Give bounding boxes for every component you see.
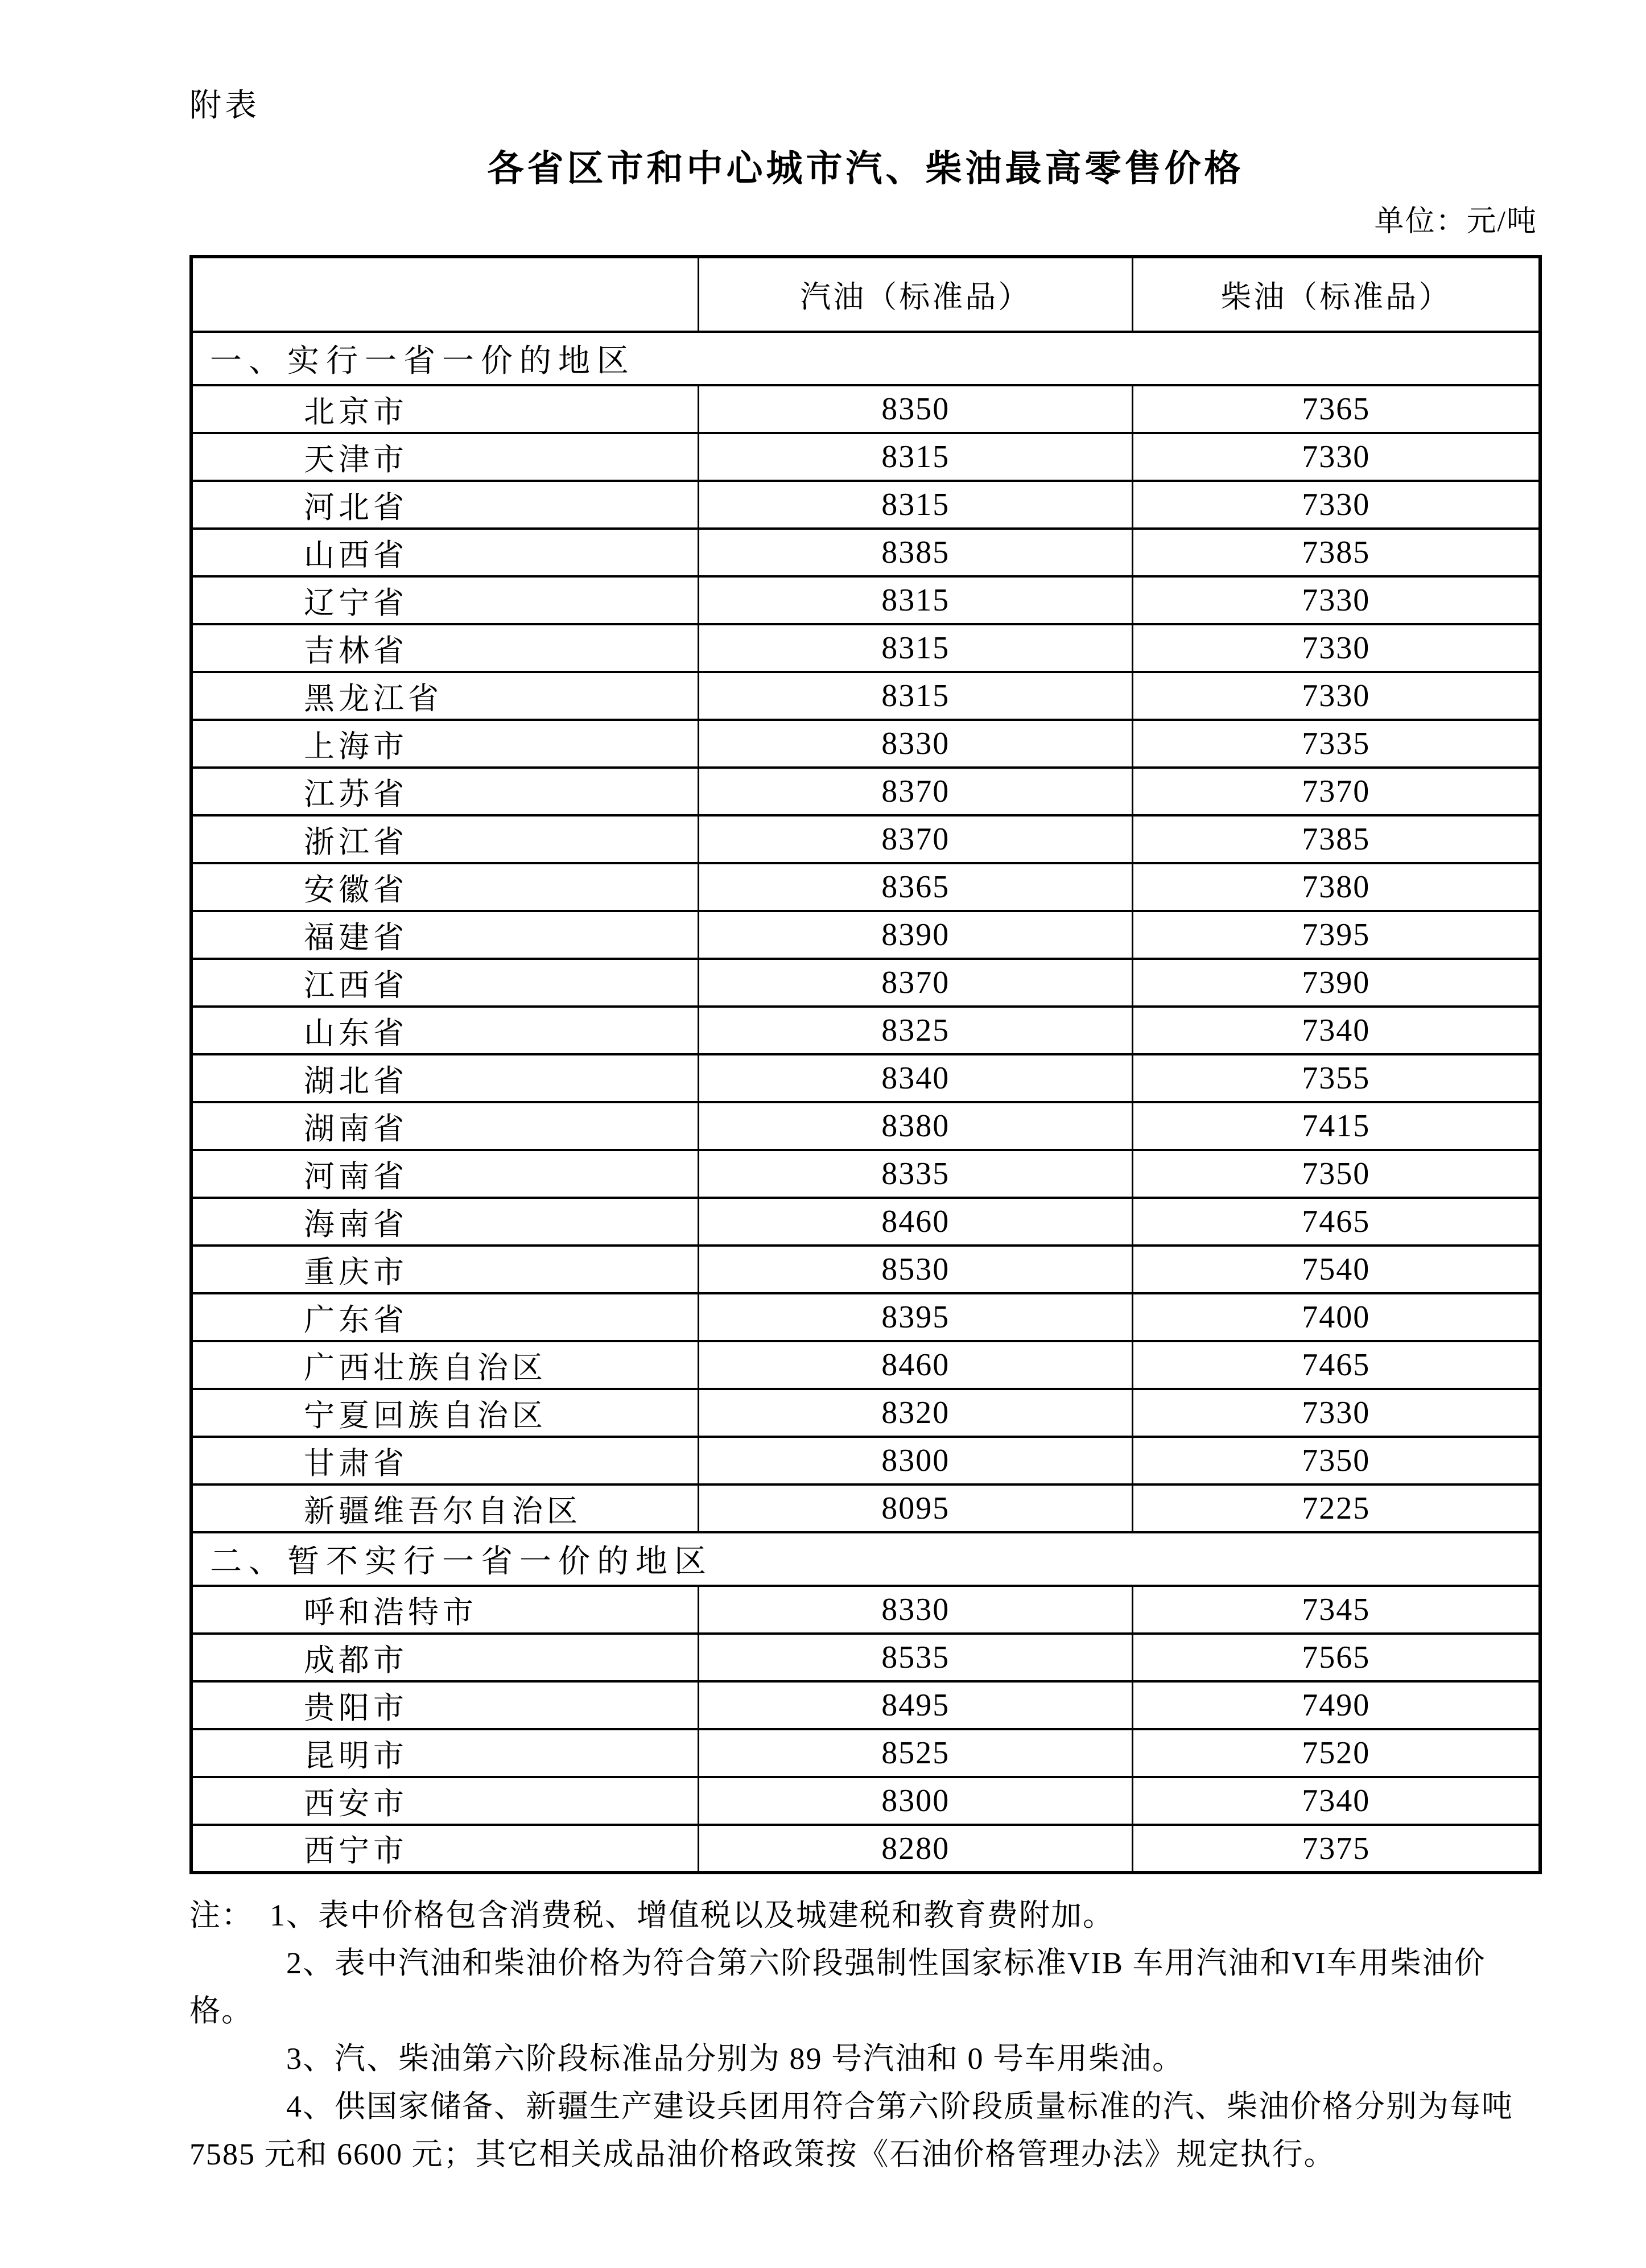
document-content <box>189 142 1542 2178</box>
diesel-price-cell: 7340 <box>1133 1007 1540 1054</box>
table-row <box>191 385 1540 433</box>
column-header-diesel: 柴油（标准品） <box>1133 257 1540 332</box>
note-line: 注： 1、表中价格包含消费税、增值税以及城建税和教育费附加。 <box>189 1898 1115 1932</box>
region-cell: 贵阳市 <box>191 1681 698 1729</box>
diesel-price-cell: 7385 <box>1133 815 1540 863</box>
region-cell: 重庆市 <box>191 1246 698 1293</box>
diesel-price-cell: 7330 <box>1133 1389 1540 1437</box>
diesel-price-cell: 7395 <box>1133 911 1540 959</box>
table-row <box>191 1054 1540 1102</box>
gasoline-price-cell: 8315 <box>698 672 1132 720</box>
diesel-price-cell: 7490 <box>1133 1681 1540 1729</box>
note-line: 格。 <box>189 1994 253 2028</box>
region-cell: 河北省 <box>191 481 698 529</box>
gasoline-price-cell: 8330 <box>698 1586 1132 1634</box>
diesel-price-cell: 7415 <box>1133 1102 1540 1150</box>
region-cell: 江苏省 <box>191 768 698 815</box>
region-cell: 湖南省 <box>191 1102 698 1150</box>
gasoline-price-cell: 8460 <box>698 1341 1132 1389</box>
gasoline-price-cell: 8495 <box>698 1681 1132 1729</box>
page-title: 各省区市和中心城市汽、柴油最高零售价格 <box>487 148 1244 189</box>
section-header: 二、暂不实行一省一价的地区 <box>191 1532 1540 1586</box>
table-row <box>191 624 1540 672</box>
gasoline-price-cell: 8370 <box>698 959 1132 1007</box>
table-row <box>191 1825 1540 1873</box>
gasoline-price-cell: 8335 <box>698 1150 1132 1198</box>
region-cell: 山西省 <box>191 529 698 576</box>
region-cell: 上海市 <box>191 720 698 768</box>
gasoline-price-cell: 8370 <box>698 768 1132 815</box>
table-row <box>191 1634 1540 1681</box>
region-cell: 新疆维吾尔自治区 <box>191 1484 698 1532</box>
region-cell: 辽宁省 <box>191 576 698 624</box>
region-cell: 呼和浩特市 <box>191 1586 698 1634</box>
region-cell: 西安市 <box>191 1777 698 1825</box>
table-row <box>191 720 1540 768</box>
diesel-price-cell: 7365 <box>1133 385 1540 433</box>
table-row <box>191 863 1540 911</box>
table-row <box>191 1437 1540 1484</box>
region-cell: 宁夏回族自治区 <box>191 1389 698 1437</box>
region-cell: 浙江省 <box>191 815 698 863</box>
region-cell: 黑龙江省 <box>191 672 698 720</box>
diesel-price-cell: 7385 <box>1133 529 1540 576</box>
region-cell: 天津市 <box>191 433 698 481</box>
table-header-row <box>191 257 1540 332</box>
gasoline-price-cell: 8315 <box>698 433 1132 481</box>
region-cell: 广西壮族自治区 <box>191 1341 698 1389</box>
section-header: 一、实行一省一价的地区 <box>191 332 1540 385</box>
annex-label: 附表 <box>189 88 260 123</box>
table-row <box>191 1777 1540 1825</box>
diesel-price-cell: 7330 <box>1133 624 1540 672</box>
price-table-body <box>191 332 1540 1873</box>
table-row <box>191 481 1540 529</box>
region-cell: 海南省 <box>191 1198 698 1246</box>
diesel-price-cell: 7370 <box>1133 768 1540 815</box>
gasoline-price-cell: 8325 <box>698 1007 1132 1054</box>
table-row <box>191 529 1540 576</box>
diesel-price-cell: 7350 <box>1133 1150 1540 1198</box>
note-line: 2、表中汽油和柴油价格为符合第六阶段强制性国家标准VIB 车用汽油和VI车用柴油价 <box>286 1946 1486 1980</box>
diesel-price-cell: 7330 <box>1133 481 1540 529</box>
gasoline-price-cell: 8350 <box>698 385 1132 433</box>
diesel-price-cell: 7335 <box>1133 720 1540 768</box>
table-row <box>191 576 1540 624</box>
diesel-price-cell: 7400 <box>1133 1293 1540 1341</box>
region-cell: 河南省 <box>191 1150 698 1198</box>
diesel-price-cell: 7345 <box>1133 1586 1540 1634</box>
diesel-price-cell: 7330 <box>1133 576 1540 624</box>
gasoline-price-cell: 8315 <box>698 481 1132 529</box>
table-row <box>191 1586 1540 1634</box>
table-row <box>191 1246 1540 1293</box>
unit-label: 单位：元/吨 <box>1374 205 1537 238</box>
table-row <box>191 768 1540 815</box>
diesel-price-cell: 7565 <box>1133 1634 1540 1681</box>
table-row <box>191 1198 1540 1246</box>
diesel-price-cell: 7355 <box>1133 1054 1540 1102</box>
gasoline-price-cell: 8390 <box>698 911 1132 959</box>
table-row <box>191 1484 1540 1532</box>
table-row <box>191 1007 1540 1054</box>
diesel-price-cell: 7375 <box>1133 1825 1540 1873</box>
table-row <box>191 911 1540 959</box>
diesel-price-cell: 7330 <box>1133 672 1540 720</box>
diesel-price-cell: 7520 <box>1133 1729 1540 1777</box>
table-row <box>191 433 1540 481</box>
diesel-price-cell: 7390 <box>1133 959 1540 1007</box>
note-line: 4、供国家储备、新疆生产建设兵团用符合第六阶段质量标准的汽、柴油价格分别为每吨 <box>286 2089 1513 2123</box>
diesel-price-cell: 7330 <box>1133 433 1540 481</box>
gasoline-price-cell: 8315 <box>698 576 1132 624</box>
diesel-price-cell: 7350 <box>1133 1437 1540 1484</box>
gasoline-price-cell: 8395 <box>698 1293 1132 1341</box>
table-row <box>191 1102 1540 1150</box>
diesel-price-cell: 7225 <box>1133 1484 1540 1532</box>
gasoline-price-cell: 8340 <box>698 1054 1132 1102</box>
gasoline-price-cell: 8385 <box>698 529 1132 576</box>
column-header-region <box>191 257 698 332</box>
gasoline-price-cell: 8320 <box>698 1389 1132 1437</box>
table-row <box>191 1150 1540 1198</box>
gasoline-price-cell: 8300 <box>698 1437 1132 1484</box>
gasoline-price-cell: 8300 <box>698 1777 1132 1825</box>
gasoline-price-cell: 8315 <box>698 624 1132 672</box>
region-cell: 福建省 <box>191 911 698 959</box>
table-row <box>191 1293 1540 1341</box>
region-cell: 昆明市 <box>191 1729 698 1777</box>
diesel-price-cell: 7380 <box>1133 863 1540 911</box>
gasoline-price-cell: 8370 <box>698 815 1132 863</box>
region-cell: 北京市 <box>191 385 698 433</box>
table-row <box>191 1389 1540 1437</box>
region-cell: 吉林省 <box>191 624 698 672</box>
gasoline-price-cell: 8525 <box>698 1729 1132 1777</box>
gasoline-price-cell: 8530 <box>698 1246 1132 1293</box>
region-cell: 广东省 <box>191 1293 698 1341</box>
notes <box>189 1891 1542 2178</box>
gasoline-price-cell: 8535 <box>698 1634 1132 1681</box>
gasoline-price-cell: 8365 <box>698 863 1132 911</box>
table-row <box>191 1341 1540 1389</box>
section-header-row <box>191 332 1540 385</box>
region-cell: 西宁市 <box>191 1825 698 1873</box>
region-cell: 山东省 <box>191 1007 698 1054</box>
table-row <box>191 672 1540 720</box>
diesel-price-cell: 7465 <box>1133 1198 1540 1246</box>
region-cell: 江西省 <box>191 959 698 1007</box>
price-table <box>189 255 1542 1874</box>
table-row <box>191 959 1540 1007</box>
gasoline-price-cell: 8330 <box>698 720 1132 768</box>
table-row <box>191 1729 1540 1777</box>
table-row <box>191 815 1540 863</box>
note-line: 3、汽、柴油第六阶段标准品分别为 89 号汽油和 0 号车用柴油。 <box>286 2042 1184 2076</box>
region-cell: 安徽省 <box>191 863 698 911</box>
region-cell: 湖北省 <box>191 1054 698 1102</box>
gasoline-price-cell: 8095 <box>698 1484 1132 1532</box>
note-line: 7585 元和 6600 元；其它相关成品油价格政策按《石油价格管理办法》规定执行。 <box>189 2137 1336 2171</box>
column-header-gasoline: 汽油（标准品） <box>698 257 1132 332</box>
diesel-price-cell: 7340 <box>1133 1777 1540 1825</box>
diesel-price-cell: 7540 <box>1133 1246 1540 1293</box>
gasoline-price-cell: 8460 <box>698 1198 1132 1246</box>
gasoline-price-cell: 8280 <box>698 1825 1132 1873</box>
region-cell: 成都市 <box>191 1634 698 1681</box>
gasoline-price-cell: 8380 <box>698 1102 1132 1150</box>
region-cell: 甘肃省 <box>191 1437 698 1484</box>
table-row <box>191 1681 1540 1729</box>
diesel-price-cell: 7465 <box>1133 1341 1540 1389</box>
section-header-row <box>191 1532 1540 1586</box>
